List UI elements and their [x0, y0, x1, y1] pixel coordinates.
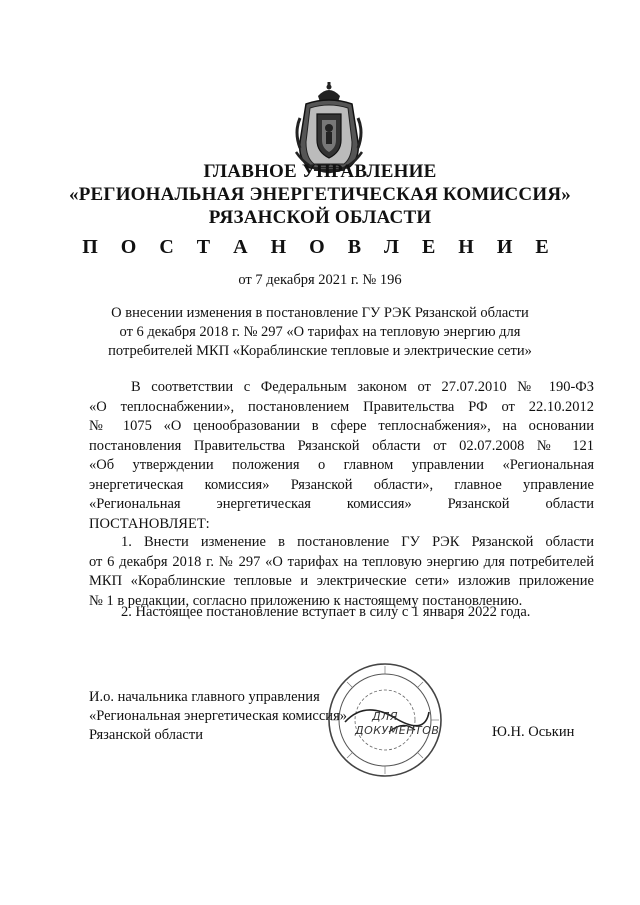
preamble-paragraph	[89, 378, 594, 534]
subject-line: О внесении изменения в постановление ГУ РЭК Рязанской области	[111, 305, 529, 321]
document-type-title: П О С Т А Н О В Л Е Н И Е	[82, 236, 558, 258]
item-line: МКП «Кораблинские тепловые и электрические сети» изложив приложение	[89, 573, 594, 589]
signer-name: Ю.Н. Оськин	[492, 724, 575, 740]
preamble-line: № 1075 «О ценообразовании в сфере теплоснабжения», на основании	[89, 418, 594, 434]
item-line: № 1 в редакции, согласно приложению к настоящему постановлению.	[89, 592, 523, 609]
preamble-line: «Региональная энергетическая комиссия» Рязанской области	[89, 496, 594, 512]
preamble-line: «Об утверждении положения о главном управлении «Региональная	[89, 457, 594, 473]
org-name-line-2: «РЕГИОНАЛЬНАЯ ЭНЕРГЕТИЧЕСКАЯ КОМИССИЯ»	[69, 184, 571, 205]
preamble-line: «О теплоснабжении», постановлением Правительства РФ от 22.10.2012	[89, 398, 594, 415]
preamble-line: постановления Правительства Рязанской области от 02.07.2008 № 121	[89, 437, 594, 454]
seal-text-line: ДЛЯ	[371, 710, 398, 723]
document-date-number: от 7 декабря 2021 г. № 196	[238, 272, 402, 288]
preamble-line: ПОСТАНОВЛЯЕТ:	[89, 515, 210, 532]
decision-item-2	[89, 603, 594, 623]
preamble-line: В соответствии с Федеральным законом от 27.07.2010 № 190-ФЗ	[131, 379, 594, 395]
seal-text-line: ДОКУМЕНТОВ	[355, 724, 440, 737]
signer-position-line: И.о. начальника главного управления	[89, 689, 320, 705]
subject-line: потребителей МКП «Кораблинские тепловые и электрические сети»	[108, 343, 532, 359]
org-name-line-3: РЯЗАНСКОЙ ОБЛАСТИ	[208, 207, 432, 228]
preamble-line: энергетическая комиссия» Рязанской области», главное управление	[89, 476, 594, 493]
signer-position	[89, 688, 347, 745]
item-line: 1. Внести изменение в постановление ГУ РЭК Рязанской области	[121, 534, 594, 550]
subject-line: от 6 декабря 2018 г. № 297 «О тарифах на тепловую энергию для	[119, 324, 521, 340]
seal-text	[355, 710, 440, 738]
signer-position-line: «Региональная энергетическая комиссия»	[89, 708, 347, 724]
document-subject	[60, 304, 580, 361]
signer-position-line: Рязанской области	[89, 727, 203, 743]
item-line: от 6 декабря 2018 г. № 297 «О тарифах на тепловую энергию для потребителей	[89, 553, 594, 570]
org-name-line-1: ГЛАВНОЕ УПРАВЛЕНИЕ	[203, 161, 437, 182]
decision-item-1	[89, 533, 594, 611]
item-line: 2. Настоящее постановление вступает в силу с 1 января 2022 года.	[121, 604, 531, 620]
